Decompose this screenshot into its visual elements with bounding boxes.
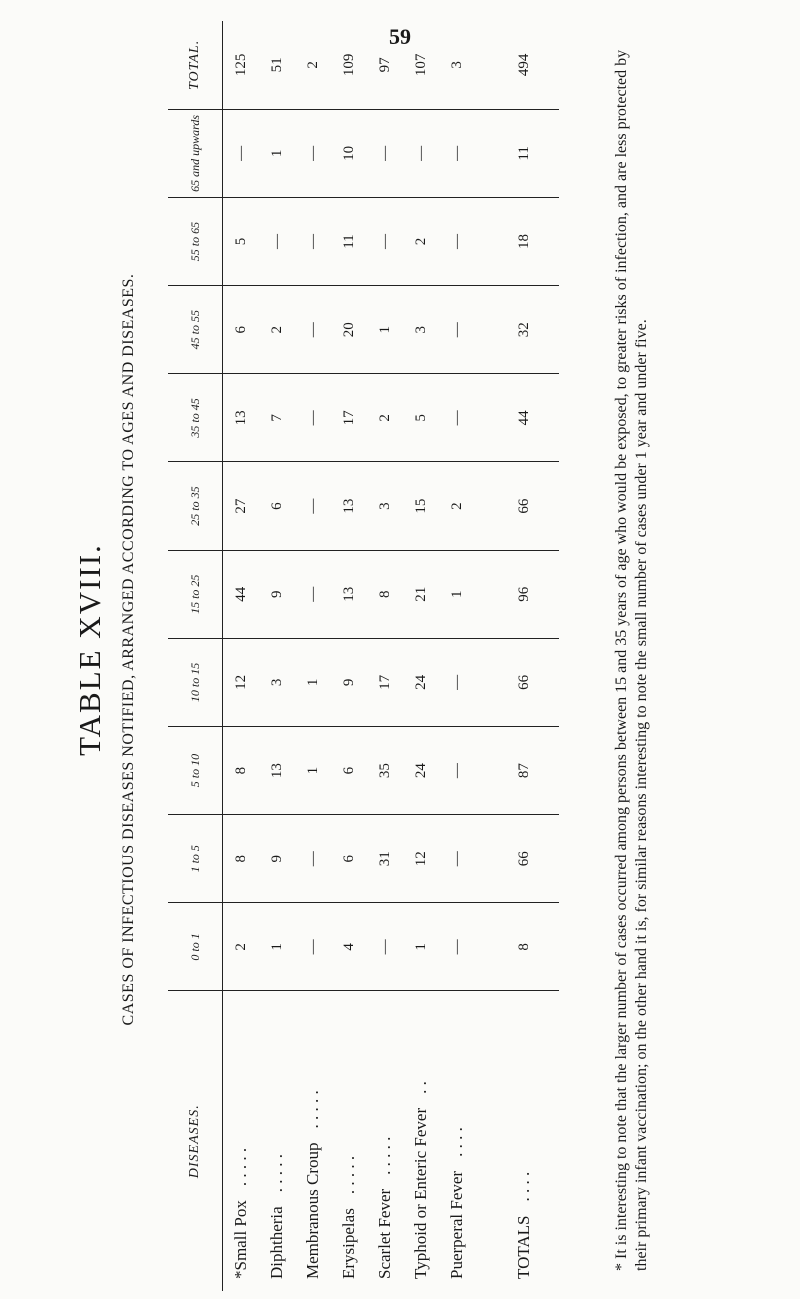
age-count-cell: 8: [489, 903, 559, 991]
header-age-55-65: 55 to 65: [168, 197, 223, 285]
age-count-cell: 2: [367, 374, 403, 462]
header-age-35-45: 35 to 45: [168, 374, 223, 462]
age-count-cell: —: [367, 197, 403, 285]
spacer-cell: [475, 726, 489, 814]
age-count-cell: 10: [331, 109, 367, 197]
age-count-cell: 8: [223, 815, 260, 903]
age-count-cell: —: [295, 815, 331, 903]
leader-dots: . . . . .: [375, 1136, 394, 1175]
age-count-cell: —: [403, 109, 439, 197]
age-count-cell: 2: [439, 462, 475, 550]
disease-cell: [331, 991, 367, 1291]
age-count-cell: 2: [403, 197, 439, 285]
age-count-cell: 2: [259, 286, 295, 374]
age-count-cell: 9: [259, 550, 295, 638]
age-count-cell: 6: [259, 462, 295, 550]
age-count-cell: —: [295, 903, 331, 991]
age-count-cell: 3: [367, 462, 403, 550]
header-age-1-5: 1 to 5: [168, 815, 223, 903]
spacer-cell: [475, 903, 489, 991]
table-row: [439, 21, 475, 1291]
age-count-cell: 21: [403, 550, 439, 638]
table-row: [259, 21, 295, 1291]
age-count-cell: 1: [367, 286, 403, 374]
age-count-cell: 7: [259, 374, 295, 462]
age-count-cell: —: [295, 550, 331, 638]
header-age-0-1: 0 to 1: [168, 903, 223, 991]
age-count-cell: 2: [223, 903, 260, 991]
table-row: [331, 21, 367, 1291]
table-row: [223, 21, 260, 1291]
age-count-cell: —: [295, 197, 331, 285]
header-row: [168, 21, 223, 1291]
age-count-cell: —: [439, 638, 475, 726]
age-count-cell: 24: [403, 638, 439, 726]
age-count-cell: 9: [259, 815, 295, 903]
age-count-cell: —: [439, 726, 475, 814]
age-count-cell: 1: [403, 903, 439, 991]
row-total-cell: 97: [367, 21, 403, 109]
age-count-cell: —: [295, 462, 331, 550]
age-count-cell: 11: [489, 109, 559, 197]
age-count-cell: 1: [295, 638, 331, 726]
age-count-cell: 12: [223, 638, 260, 726]
disease-name: Puerperal Fever: [447, 1170, 466, 1279]
age-count-cell: 17: [367, 638, 403, 726]
age-count-cell: 15: [403, 462, 439, 550]
table-body: [223, 21, 560, 1291]
disease-cell: [403, 991, 439, 1291]
totals-label-cell: [489, 991, 559, 1291]
age-count-cell: —: [223, 109, 260, 197]
disease-cell: [259, 991, 295, 1291]
age-count-cell: 27: [223, 462, 260, 550]
age-count-cell: 87: [489, 726, 559, 814]
table-row: [403, 21, 439, 1291]
disease-name: Diphtheria: [267, 1206, 286, 1279]
table-subtitle: CASES OF INFECTIOUS DISEASES NOTIFIED, ARRANGED ACCORDING TO AGES AND DISEASES.: [120, 273, 137, 1026]
leader-dots: . . . . .: [231, 1147, 250, 1187]
footnote: * It is interesting to note that the larger number of cases occurred among persons between 15 and 35 years of age who would be exposed, to greater risks of infection, and are less protected by their primary infant vaccination; on the other hand it is, for similar reasons interesting to note the small number of cases under 1 year and under five.: [613, 49, 650, 1271]
age-count-cell: 5: [403, 374, 439, 462]
spacer-cell: [475, 286, 489, 374]
leader-dots: . . . .: [447, 1127, 466, 1157]
spacer-cell: [475, 21, 489, 109]
spacer-cell: [475, 815, 489, 903]
spacer-row: [475, 21, 489, 1291]
age-count-cell: 1: [295, 726, 331, 814]
header-total: TOTAL.: [168, 21, 223, 109]
age-count-cell: 6: [331, 726, 367, 814]
spacer-cell: [475, 462, 489, 550]
header-age-10-15: 10 to 15: [168, 638, 223, 726]
totals-row: [489, 21, 559, 1291]
age-count-cell: —: [439, 815, 475, 903]
disease-cell: [295, 991, 331, 1291]
leader-dots: . . . . .: [303, 1090, 322, 1129]
age-count-cell: 6: [223, 286, 260, 374]
age-count-cell: —: [439, 109, 475, 197]
row-total-cell: 125: [223, 21, 260, 109]
age-count-cell: 1: [439, 550, 475, 638]
age-count-cell: 35: [367, 726, 403, 814]
age-count-cell: 9: [331, 638, 367, 726]
age-count-cell: 1: [259, 109, 295, 197]
disease-name: Erysipelas: [339, 1208, 358, 1279]
row-total-cell: 2: [295, 21, 331, 109]
age-count-cell: —: [295, 286, 331, 374]
disease-name: Membranous Croup: [303, 1142, 322, 1279]
age-count-cell: —: [439, 197, 475, 285]
age-count-cell: 18: [489, 197, 559, 285]
leader-dots: . . . . .: [267, 1154, 286, 1193]
disease-cell: [439, 991, 475, 1291]
spacer-cell: [475, 991, 489, 1291]
age-count-cell: 32: [489, 286, 559, 374]
disease-name: Scarlet Fever: [375, 1188, 394, 1279]
age-count-cell: 13: [223, 374, 260, 462]
row-total-cell: 3: [439, 21, 475, 109]
age-count-cell: 96: [489, 550, 559, 638]
age-count-cell: 8: [367, 550, 403, 638]
row-total-cell: 51: [259, 21, 295, 109]
age-count-cell: —: [367, 903, 403, 991]
age-count-cell: 12: [403, 815, 439, 903]
age-count-cell: 66: [489, 815, 559, 903]
age-count-cell: —: [439, 903, 475, 991]
age-count-cell: 31: [367, 815, 403, 903]
header-age-25-35: 25 to 35: [168, 462, 223, 550]
spacer-cell: [475, 109, 489, 197]
disease-name: Typhoid or Enteric Fever: [411, 1107, 430, 1279]
age-count-cell: 44: [489, 374, 559, 462]
age-count-cell: 1: [259, 903, 295, 991]
disease-name: *Small Pox: [231, 1200, 250, 1279]
age-count-cell: 6: [331, 815, 367, 903]
table-row: [295, 21, 331, 1291]
age-count-cell: —: [439, 286, 475, 374]
row-total-cell: 109: [331, 21, 367, 109]
age-count-cell: 11: [331, 197, 367, 285]
age-count-cell: —: [295, 109, 331, 197]
age-count-cell: 8: [223, 726, 260, 814]
table-title: TABLE XVIII.: [72, 543, 107, 756]
leader-dots: . . . . .: [339, 1155, 358, 1195]
age-count-cell: 20: [331, 286, 367, 374]
spacer-cell: [475, 374, 489, 462]
leader-dots: . .: [411, 1081, 430, 1094]
age-count-cell: 3: [259, 638, 295, 726]
age-count-cell: —: [295, 374, 331, 462]
age-count-cell: —: [367, 109, 403, 197]
disease-cell: [223, 991, 260, 1291]
header-age-5-10: 5 to 10: [168, 726, 223, 814]
disease-age-table: [168, 21, 559, 1291]
totals-label: TOTALS: [514, 1215, 533, 1279]
spacer-cell: [475, 197, 489, 285]
spacer-cell: [475, 550, 489, 638]
age-count-cell: —: [439, 374, 475, 462]
age-count-cell: 13: [259, 726, 295, 814]
age-count-cell: 5: [223, 197, 260, 285]
leader-dots: . . . .: [514, 1171, 533, 1202]
spacer-cell: [475, 638, 489, 726]
header-age-65-up: 65 and upwards: [168, 109, 223, 197]
age-count-cell: —: [259, 197, 295, 285]
row-total-cell: 107: [403, 21, 439, 109]
header-diseases: DISEASES.: [168, 991, 223, 1291]
age-count-cell: 24: [403, 726, 439, 814]
age-count-cell: 66: [489, 462, 559, 550]
age-count-cell: 3: [403, 286, 439, 374]
age-count-cell: 17: [331, 374, 367, 462]
table-row: [367, 21, 403, 1291]
disease-cell: [367, 991, 403, 1291]
age-count-cell: 13: [331, 462, 367, 550]
age-count-cell: 66: [489, 638, 559, 726]
grand-total-cell: 494: [489, 21, 559, 109]
page-number: 59: [389, 24, 411, 49]
age-count-cell: 4: [331, 903, 367, 991]
header-age-15-25: 15 to 25: [168, 550, 223, 638]
age-count-cell: 44: [223, 550, 260, 638]
header-age-45-55: 45 to 55: [168, 286, 223, 374]
age-count-cell: 13: [331, 550, 367, 638]
